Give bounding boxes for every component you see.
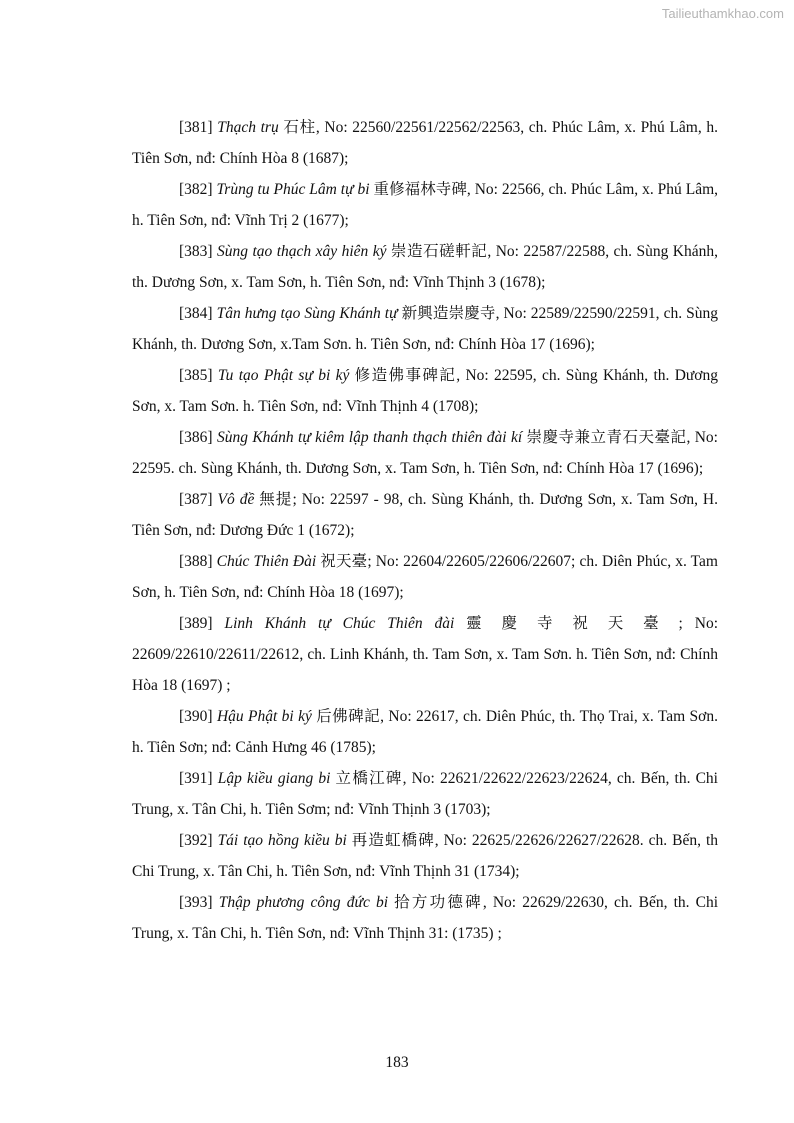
list-item (132, 763, 718, 825)
entry-number: [389] (179, 615, 213, 632)
entry-details: 后佛碑記, No: 22617, ch. Diên Phúc, th. Thọ Trai, x. Tam Sơn. h. Tiên Sơn; nđ: Cảnh Hưng 46 (1785); (132, 708, 718, 756)
entry-number: [392] (179, 832, 213, 849)
entry-number: [388] (179, 553, 213, 570)
list-item (132, 360, 718, 422)
entry-details: 修造佛事碑記, No: 22595, ch. Sùng Khánh, th. Dương Sơn, x. Tam Sơn. h. Tiên Sơn, nđ: Vĩnh Thịnh 4 (1708); (132, 367, 718, 415)
reference-list (132, 112, 718, 949)
entry-details: 新興造崇慶寺, No: 22589/22590/22591, ch. Sùng Khánh, th. Dương Sơn, x.Tam Sơn. h. Tiên Sơn, nđ: Chính Hòa 17 (1696); (132, 305, 718, 353)
list-item (132, 422, 718, 484)
entry-details: 立橋江碑, No: 22621/22622/22623/22624, ch. Bến, th. Chi Trung, x. Tân Chi, h. Tiên Sơm; nđ: Vĩnh Thịnh 3 (1703); (132, 770, 718, 818)
entry-number: [384] (179, 305, 213, 322)
list-item (132, 298, 718, 360)
entry-title: Chúc Thiên Đài (216, 553, 317, 570)
entry-title: Tu tạo Phật sự bi ký (217, 367, 350, 384)
entry-number: [387] (179, 491, 213, 508)
entry-title: Trùng tu Phúc Lâm tự bi (216, 181, 370, 198)
entry-title: Tân hưng tạo Sùng Khánh tự (216, 305, 398, 322)
entry-details: 再造虹橋碑, No: 22625/22626/22627/22628. ch. Bến, th Chi Trung, x. Tân Chi, h. Tiên Sơn, nđ: Vĩnh Thịnh 31 (1734); (132, 832, 719, 880)
watermark: Tailieuthamkhao.com (661, 6, 784, 21)
entry-number: [385] (179, 367, 213, 384)
entry-details: 石柱, No: 22560/22561/22562/22563, ch. Phúc Lâm, x. Phú Lâm, h. Tiên Sơn, nđ: Chính Hòa 8 (1687); (132, 119, 718, 167)
entry-number: [393] (179, 894, 213, 911)
entry-details: 重修福林寺碑, No: 22566, ch. Phúc Lâm, x. Phú Lâm, h. Tiên Sơn, nđ: Vĩnh Trị 2 (1677); (132, 181, 719, 229)
entry-number: [391] (179, 770, 213, 787)
entry-title: Thập phương công đức bi (218, 894, 389, 911)
entry-title: Sùng Khánh tự kiêm lập thanh thạch thiên đài kí (216, 429, 523, 446)
entry-title: Vô đề (217, 491, 255, 508)
list-item (132, 174, 718, 236)
entry-details: 拾方功德碑, No: 22629/22630, ch. Bến, th. Chi Trung, x. Tân Chi, h. Tiên Sơn, nđ: Vĩnh Thịnh 31: (1735) ; (132, 894, 719, 942)
list-item (132, 546, 718, 608)
entry-title: Sùng tạo thạch xây hiên ký (217, 243, 387, 260)
entry-details: 祝天臺; No: 22604/22605/22606/22607; ch. Diên Phúc, x. Tam Sơn, h. Tiên Sơn, nđ: Chính Hòa 18 (1697); (132, 553, 718, 601)
list-item (132, 887, 718, 949)
list-item (132, 484, 718, 546)
entry-title: Hậu Phật bi ký (216, 708, 312, 725)
list-item (132, 112, 718, 174)
list-item (132, 236, 718, 298)
entry-title: Thạch trụ (217, 119, 279, 136)
entry-details: 無提; No: 22597 - 98, ch. Sùng Khánh, th. Dương Sơn, x. Tam Sơn, H. Tiên Sơn, nđ: Dương Đức 1 (1672); (132, 491, 718, 539)
entry-title: Linh Khánh tự Chúc Thiên đài (224, 615, 455, 632)
entry-details: 崇慶寺兼立青石天臺記, No: 22595. ch. Sùng Khánh, th. Dương Sơn, x. Tam Sơn, h. Tiên Sơn, nđ: Chính Hòa 17 (1696); (132, 429, 718, 477)
entry-title: Tái tạo hồng kiều bi (217, 832, 347, 849)
entry-title: Lập kiều giang bi (217, 770, 331, 787)
list-item (132, 825, 718, 887)
entry-number: [382] (179, 181, 213, 198)
entry-number: [386] (179, 429, 213, 446)
entry-details: 靈 慶 寺 祝 天 臺 ; No: 22609/22610/22611/22612, ch. Linh Khánh, th. Tam Sơn, x. Tam Sơn. h. Tiên Sơn, nđ: Chính Hòa 18 (1697) ; (132, 615, 718, 694)
entry-details: 崇造石磋軒記, No: 22587/22588, ch. Sùng Khánh, th. Dương Sơn, x. Tam Sơn, h. Tiên Sơn, nđ: Vĩnh Thịnh 3 (1678); (132, 243, 718, 291)
page-number: 183 (385, 1054, 409, 1071)
entry-number: [381] (179, 119, 213, 136)
entry-number: [390] (179, 708, 213, 725)
list-item (132, 608, 718, 701)
entry-number: [383] (179, 243, 213, 260)
list-item (132, 701, 718, 763)
